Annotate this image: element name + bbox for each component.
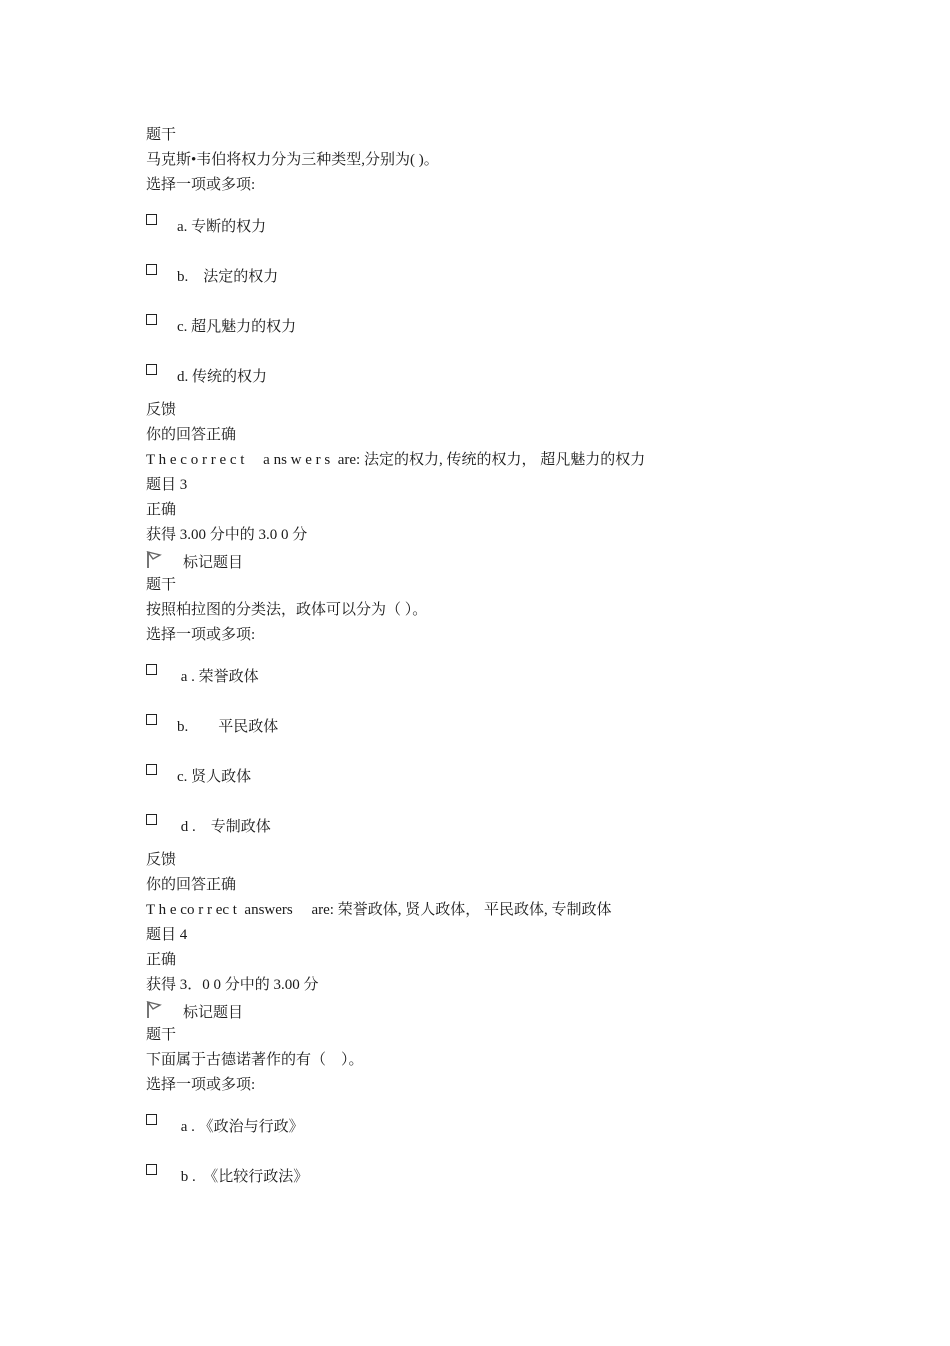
question-text: 按照柏拉图的分类法，政体可以分为（ ）。 — [146, 602, 428, 618]
question-number: 题目 3 — [146, 477, 188, 493]
option-c-label[interactable]: c. 贤人政体 — [177, 769, 252, 785]
option-a-checkbox[interactable] — [146, 1114, 157, 1125]
option-b-checkbox[interactable] — [146, 714, 157, 725]
feedback-label: 反馈 — [146, 402, 177, 418]
option-b-checkbox[interactable] — [146, 264, 157, 275]
correct-answers: T h e c o r r e c t a ns w e r s are: 法定的权力, 传统的权力， 超凡魅力的权力 — [146, 452, 646, 468]
result-text: 你的回答正确 — [146, 427, 237, 443]
question-status: 正确 — [146, 502, 177, 518]
option-b-label[interactable]: b. 平民政体 — [177, 719, 279, 735]
option-d-label[interactable]: d . 专制政体 — [177, 819, 271, 835]
stem-label: 题干 — [146, 127, 177, 143]
result-text: 你的回答正确 — [146, 877, 237, 893]
option-a-label[interactable]: a . 荣誉政体 — [177, 669, 259, 685]
stem-label: 题干 — [146, 577, 177, 593]
question-text: 下面属于古德诺著作的有（ ）。 — [146, 1052, 364, 1068]
option-a-checkbox[interactable] — [146, 664, 157, 675]
option-a-label[interactable]: a. 专断的权力 — [177, 219, 267, 235]
option-c-label[interactable]: c. 超凡魅力的权力 — [177, 319, 297, 335]
option-c-checkbox[interactable] — [146, 764, 157, 775]
feedback-label: 反馈 — [146, 852, 177, 868]
stem-label: 题干 — [146, 1027, 177, 1043]
option-d-label[interactable]: d. 传统的权力 — [177, 369, 268, 385]
option-d-checkbox[interactable] — [146, 364, 157, 375]
flag-icon[interactable] — [146, 551, 162, 569]
instruction-text: 选择一项或多项: — [146, 627, 256, 643]
question-score: 获得 3.00 分中的 3.0 0 分 — [146, 527, 308, 543]
question-number: 题目 4 — [146, 927, 188, 943]
instruction-text: 选择一项或多项: — [146, 177, 256, 193]
option-a-label[interactable]: a . 《政治与行政》 — [177, 1119, 304, 1135]
correct-answers: T h e co r r ec t answers are: 荣誉政体, 贤人政体， 平民政体, 专制政体 — [146, 902, 612, 918]
instruction-text: 选择一项或多项: — [146, 1077, 256, 1093]
flag-question-link[interactable]: 标记题目 — [183, 1005, 244, 1021]
option-d-checkbox[interactable] — [146, 814, 157, 825]
question-score: 获得 3．0 0 分中的 3.00 分 — [146, 977, 319, 993]
option-b-checkbox[interactable] — [146, 1164, 157, 1175]
option-a-checkbox[interactable] — [146, 214, 157, 225]
option-b-label[interactable]: b. 法定的权力 — [177, 269, 279, 285]
option-b-label[interactable]: b . 《比较行政法》 — [177, 1169, 309, 1185]
question-text: 马克斯•韦伯将权力分为三种类型,分别为( )。 — [146, 152, 439, 168]
flag-icon[interactable] — [146, 1001, 162, 1019]
question-status: 正确 — [146, 952, 177, 968]
flag-question-link[interactable]: 标记题目 — [183, 555, 244, 571]
option-c-checkbox[interactable] — [146, 314, 157, 325]
